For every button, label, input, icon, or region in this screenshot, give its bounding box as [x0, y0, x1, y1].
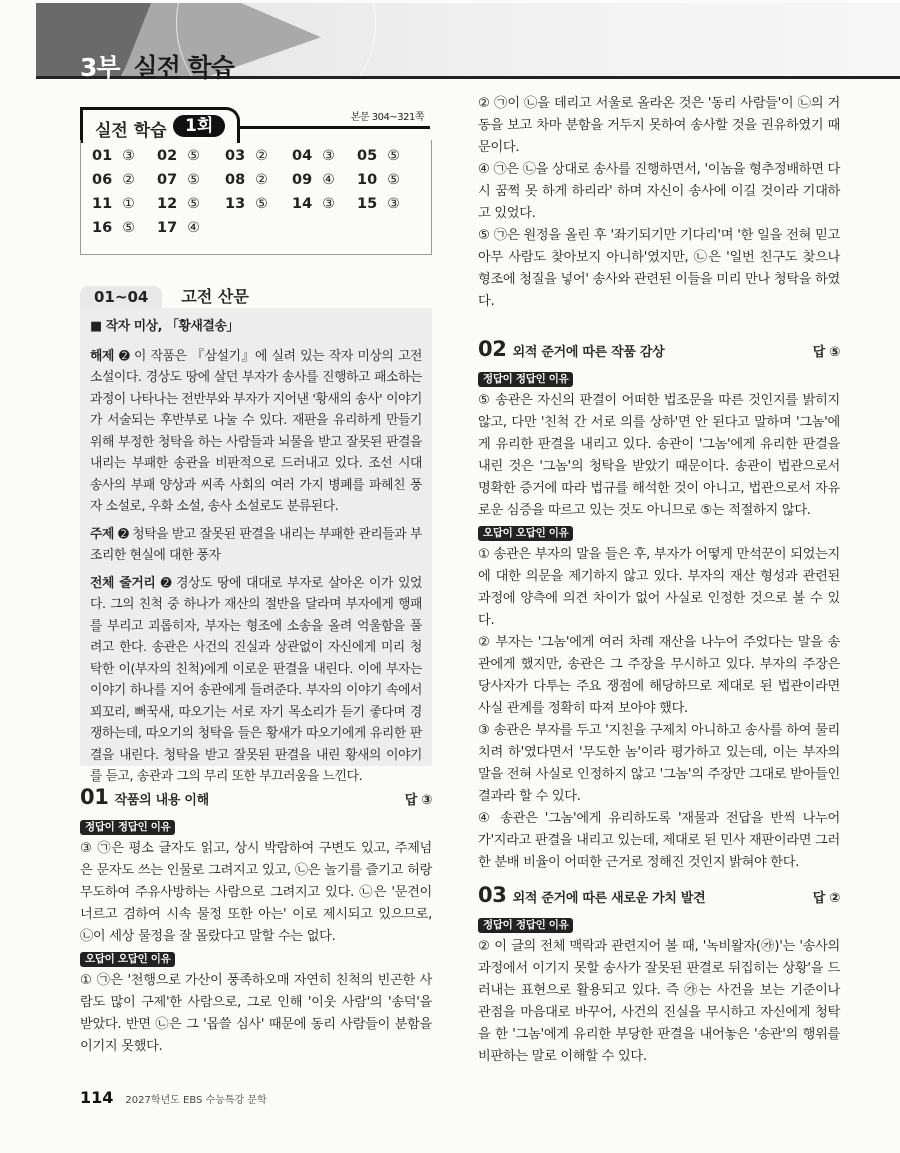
item-number: 03 — [225, 148, 246, 164]
section-title: 고전 산문 — [181, 287, 249, 306]
part-title: 실전 학습 — [133, 53, 234, 82]
item-answer: ⑤ — [187, 196, 200, 212]
item-answer: ⑤ — [122, 220, 135, 236]
answer-key-item — [157, 196, 225, 217]
item-number: 06 — [92, 172, 113, 188]
item-number: 13 — [225, 196, 246, 212]
item-answer: ⑤ — [387, 172, 400, 188]
answer-key-grid — [92, 148, 422, 241]
wrong-explanation: ② ㉠이 ㉡을 데리고 서울로 올라온 것은 '동리 사람들'이 ㉡의 거동을 보고 차마 분함을 거두지 못하여 송사할 것을 권유하였기 때문이다. — [478, 96, 840, 155]
item-answer: ⑤ — [255, 196, 268, 212]
answer-key-item — [92, 148, 157, 169]
wrong-explanation: ① 송관은 부자의 말을 들은 후, 부자가 어떻게 만석꾼이 되었는지에 대한 의문을 제기하지 않고 있다. 부자의 재산 형성과 관련된 과정에 양측에 의견 차이가 없어 사실로 인정한 것으로 볼 수 있다. — [478, 547, 840, 628]
correct-reason-tag: 정답이 정답인 이유 — [478, 918, 573, 933]
question-title: 외적 준거에 따른 새로운 가치 발견 — [512, 891, 706, 906]
answer-label: 답 ⑤ — [812, 345, 840, 360]
wrong-explanation: ⑤ ㉠은 원정을 올린 후 '좌기되기만 기다리'며 '한 일을 전혀 믿고 아무 사람도 찾아보지 아니하'였지만, ㉡은 '일번 친구도 찾으나 형조에 청질을 넣어' 송사와 관련된 이들을 미리 만나 청탁을 하였다. — [478, 228, 840, 309]
answer-key-item — [357, 172, 422, 193]
theme-label: 주제 ➋ — [90, 526, 129, 542]
answer-key-item — [292, 196, 357, 217]
question-03 — [478, 884, 840, 1068]
summary-label: 해제 ➋ — [90, 348, 130, 364]
wrong-explanation: ② 부자는 '그놈'에게 여러 차례 재산을 나누어 주었다는 말을 송관에게 했지만, 송관은 그 주장을 무시하고 있다. 부자의 주장은 당사자가 다투는 주요 쟁점에 해당하므로 제대로 된 법관이라면 사실 관계를 정확히 따져 보아야 했다. — [478, 635, 840, 716]
item-number: 12 — [157, 196, 178, 212]
question-02 — [478, 338, 840, 874]
question-01-continued — [478, 93, 840, 313]
wrong-explanation: ④ 송관은 '그놈'에게 유리하도록 '재물과 전답을 반씩 나누어 가'지라고 판결을 내리고 있는데, 제대로 된 민사 재판이라면 그러한 분배 비율이 어떠한 근거로 정해진 것인지 밝혀야 한다. — [478, 811, 840, 870]
question-title: 외적 준거에 따른 작품 감상 — [512, 345, 665, 360]
item-number: 09 — [292, 172, 313, 188]
item-answer: ③ — [322, 148, 335, 164]
item-number: 15 — [357, 196, 378, 212]
theme-text: 청탁을 받고 잘못된 판결을 내리는 부패한 관리들과 부조리한 현실에 대한 풍자 — [90, 526, 422, 563]
correct-explanation: ② 이 글의 전체 맥락과 관련지어 볼 때, '녹비왈자(㉮)'는 '송사의 과정에서 이기지 못할 송사가 잘못된 판결로 뒤집히는 상황'을 드러내는 표현으로 활용되고 있다. 즉 ㉮는 사건을 보는 기준이나 관점을 마음대로 바꾸어, 사건의 진실을 무시하고 자신에게 청탁을 한 '그놈'에게 유리한 부당한 판결을 내어놓은 '송관'의 행위를 비판하는 말로 이해할 수 있다. — [478, 939, 840, 1064]
item-number: 11 — [92, 196, 113, 212]
item-answer: ④ — [187, 220, 200, 236]
item-number: 01 — [92, 148, 113, 164]
question-01 — [80, 786, 432, 1058]
item-number: 10 — [357, 172, 378, 188]
round-badge: 1회 — [173, 115, 225, 137]
plot-text: 경상도 땅에 대대로 부자로 살아온 이가 있었다. 그의 친척 중 하나가 재산의 절반을 달라며 부자에게 행패를 부리고 괴롭히자, 부자는 형조에 소송을 올려 억울함을 풀려고 한다. 송관은 사건의 진실과 상관없이 자신에게 미리 청탁한 이(부자의 친척)에게 이로운 판결을 내린다. 이에 부자는 이야기 하나를 지어 송관에게 들려준다. 부자의 이야기 속에서 꾀꼬리, 뻐꾹새, 따오기는 서로 자기 목소리가 듣기 좋다며 경쟁하는데, 따오기의 청탁을 들은 황새가 따오기에게 유리한 판결을 내린다. 청탁을 받고 잘못된 판결을 내린 황새의 이야기를 듣고, 송관과 그의 무리 또한 부끄러움을 느낀다. — [90, 575, 422, 784]
item-answer: ⑤ — [387, 148, 400, 164]
answer-key-item — [292, 172, 357, 193]
answer-key-item — [157, 220, 225, 241]
divider — [238, 126, 430, 129]
item-answer: ⑤ — [187, 172, 200, 188]
wrong-reason-tag: 오답이 오답인 이유 — [478, 526, 573, 541]
item-number: 16 — [92, 220, 113, 236]
wrong-explanation: ④ ㉠은 ㉡을 상대로 송사를 진행하면서, '이놈을 형추정배하면 다시 꿈쩍 못 하게 하리라' 하며 자신이 송사에 이길 것이라 기대하고 있었다. — [478, 162, 840, 221]
question-title: 작품의 내용 이해 — [114, 793, 209, 808]
wrong-explanation: ① ㉠은 '천행으로 가산이 풍족하오매 자연히 친척의 빈곤한 사람도 많이 구제'한 사람으로, 그로 인해 '이웃 사람'의 '송덕'을 받았다. 반면 ㉡은 그 '몹쓸 심사' 때문에 동리 사람들이 분함을 이기지 못했다. — [80, 973, 432, 1054]
question-number: 01 — [80, 785, 109, 809]
summary-text: 이 작품은 『삼설기』에 실려 있는 작자 미상의 고전 소설이다. 경상도 땅에 살던 부자가 송사를 진행하고 패소하는 과정이 나타나는 전반부와 부자가 지어낸 '황새의 송사' 이야기가 서술되는 후반부로 나눌 수 있다. 재판을 유리하게 만들기 위해 부정한 청탁을 하는 사람들과 뇌물을 받고 잘못된 판결을 내리는 부패한 송관을 비판적으로 드러내고 있다. 조선 시대 송사의 부패 양상과 씨족 사회의 여러 가지 병폐를 파헤친 풍자 소설로, 우화 소설, 송사 소설로도 분류된다. — [90, 348, 422, 514]
answer-key-item — [92, 220, 157, 241]
page-footer — [80, 1088, 267, 1107]
item-number: 02 — [157, 148, 178, 164]
correct-reason-tag: 정답이 정답인 이유 — [80, 820, 175, 835]
answer-key-item — [92, 172, 157, 193]
wrong-reason-tag: 오답이 오답인 이유 — [80, 952, 175, 967]
chapter-title — [80, 48, 248, 84]
work-summary-box — [80, 308, 432, 784]
answer-key-item — [157, 172, 225, 193]
work-title: ■ 작자 미상, 「황새결송」 — [90, 319, 239, 334]
item-number: 04 — [292, 148, 313, 164]
answer-label: 답 ② — [812, 891, 840, 906]
answer-key-item — [92, 196, 157, 217]
answer-key-item — [357, 196, 422, 217]
item-answer: ② — [255, 148, 268, 164]
item-number: 05 — [357, 148, 378, 164]
item-number: 08 — [225, 172, 246, 188]
item-answer: ④ — [322, 172, 335, 188]
wrong-explanation: ③ 송관은 부자를 두고 '지친을 구제치 아니하고 송사를 하여 물리치려 하'였다면서 '무도한 놈'이라 평가하고 있는데, 이는 부자의 말을 전혀 사실로 인정하지 않고 '그놈'의 주장만 그대로 받아들인 결과라 할 수 있다. — [478, 723, 840, 804]
answer-key-item — [357, 148, 422, 169]
item-number: 14 — [292, 196, 313, 212]
question-number: 03 — [478, 883, 507, 907]
part-label: 3부 — [80, 53, 120, 82]
item-answer: ② — [255, 172, 268, 188]
correct-explanation: ③ ㉠은 평소 글자도 읽고, 상시 박람하여 구변도 있고, 주제넘은 문자도 쓰는 인물로 그려지고 있고, ㉡은 놀기를 즐기고 허랑무도하여 주유사방하는 사람으로 그려지고 있다. ㉡은 '문견이 너르고 겸하여 시속 물정 또한 아는' 이로 제시되고 있으므로, ㉡이 세상 물정을 잘 몰랐다고 말할 수는 없다. — [80, 841, 432, 944]
answer-label: 답 ③ — [404, 793, 432, 808]
answer-key-item — [225, 172, 292, 193]
question-number: 02 — [478, 337, 507, 361]
item-answer: ① — [122, 196, 135, 212]
item-answer: ③ — [387, 196, 400, 212]
page-reference: 본문 304~321쪽 — [350, 112, 424, 123]
section-header — [80, 284, 432, 308]
answer-key-item — [225, 196, 292, 217]
correct-explanation: ⑤ 송관은 자신의 판결이 어떠한 법조문을 따른 것인지를 밝히지 않고, 다만 '친척 간 서로 의를 상하'면 안 된다고 말하며 '그놈'에게 유리한 판결을 내리고 있다. 송관이 '그놈'에게 유리한 판결을 내린 것은 '그놈'의 청탁을 받았기 때문이다. 송관이 법관으로서 명확한 증거에 따라 법규를 해석한 것이 아니고, 법관으로서 자유로운 심증을 따르고 있는 것도 아니므로 ⑤는 적절하지 않다. — [478, 393, 840, 518]
item-number: 17 — [157, 220, 178, 236]
answer-key-item — [225, 148, 292, 169]
item-answer: ③ — [122, 148, 135, 164]
item-answer: ② — [122, 172, 135, 188]
plot-label: 전체 줄거리 ➋ — [90, 575, 172, 591]
answer-key-tab — [80, 107, 240, 143]
answer-key-item — [157, 148, 225, 169]
page-number: 114 — [80, 1088, 114, 1107]
section-range: 01~04 — [80, 286, 162, 308]
item-answer: ③ — [322, 196, 335, 212]
correct-reason-tag: 정답이 정답인 이유 — [478, 372, 573, 387]
book-title: 2027학년도 EBS 수능특강 문학 — [125, 1095, 267, 1106]
item-answer: ⑤ — [187, 148, 200, 164]
answer-key-label: 실전 학습 — [95, 121, 167, 141]
answer-key-item — [292, 148, 357, 169]
item-number: 07 — [157, 172, 178, 188]
